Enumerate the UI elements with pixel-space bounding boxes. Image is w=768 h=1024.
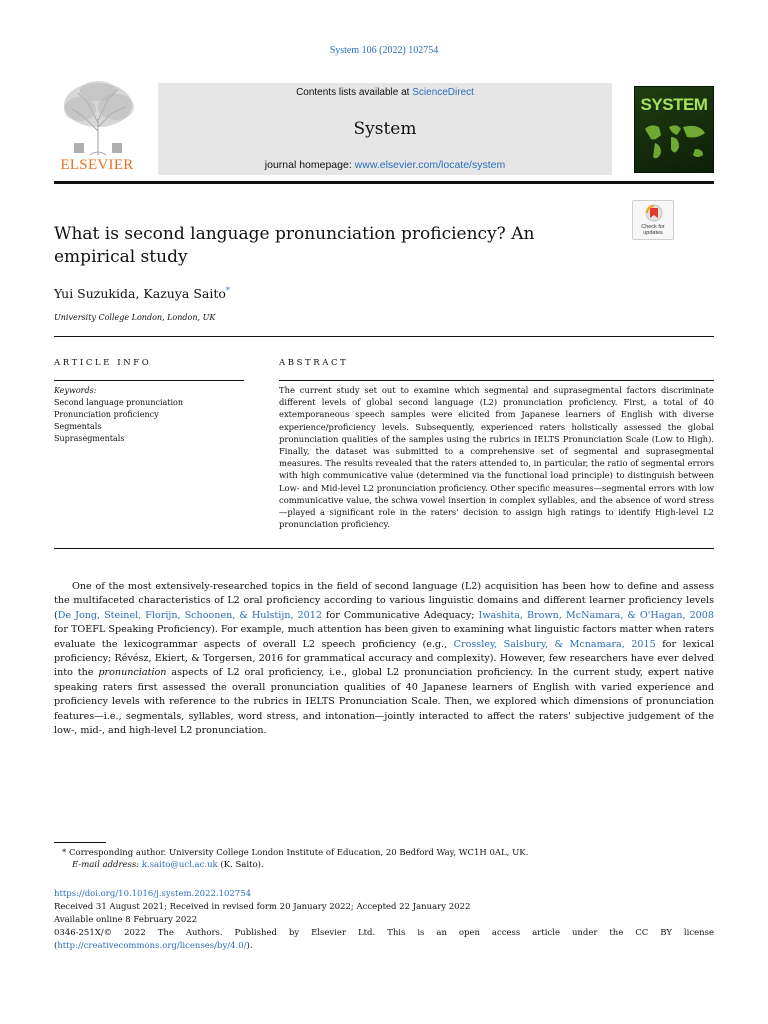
keyword-item: Segmentals <box>54 422 102 431</box>
citation-link[interactable]: Crossley, Salsbury, & Mcnamara, 2015 <box>453 638 656 650</box>
license-line: 0346-251X/© 2022 The Authors. Published by Elsevier Ltd. This is an open access article under the CC BY license <box>54 928 714 938</box>
license-link[interactable]: http://creativecommons.org/licenses/by/4.0/ <box>57 941 247 951</box>
abstract-heading: ABSTRACT <box>279 358 349 368</box>
article-info-heading: ARTICLE INFO <box>54 358 152 368</box>
homepage-line <box>158 159 612 171</box>
journal-name: System <box>353 119 417 139</box>
license-paren: ). <box>246 941 253 951</box>
header-rule <box>54 181 714 184</box>
citation-link[interactable]: Iwashita, Brown, McNamara, & O'Hagan, 2008 <box>478 609 714 621</box>
email-footnote <box>72 859 264 871</box>
crossmark-label <box>633 224 673 236</box>
cover-title: SYSTEM <box>640 95 708 114</box>
citation-link[interactable]: De Jong, Steinel, Florijn, Schoonen, & Hulstijn, 2012 <box>57 609 322 621</box>
journal-banner <box>158 83 612 175</box>
elsevier-logo[interactable] <box>54 79 144 175</box>
keywords-label: Keywords: <box>54 386 97 395</box>
license-url-line <box>54 940 253 952</box>
footnote-text: Corresponding author. University College London Institute of Education, 20 Bedford Way, WC1H 0AL, UK. <box>66 848 529 858</box>
email-label: E-mail address: <box>72 860 140 870</box>
available-online: Available online 8 February 2022 <box>54 915 198 925</box>
body-paragraph <box>54 580 714 738</box>
authors-names: Yui Suzukida, Kazuya Saito <box>54 286 226 302</box>
keyword-item: Second language pronunciation <box>54 398 184 407</box>
abstract-end-rule <box>54 548 714 549</box>
body-text-run: for Communicative Adequacy; <box>321 609 479 621</box>
check-for-updates-button[interactable] <box>632 200 674 240</box>
journal-cover[interactable] <box>634 86 714 173</box>
article-title: What is second language pronunciation proficiency? An empirical study <box>54 224 535 267</box>
journal-citation[interactable]: System 106 (2022) 102754 <box>329 45 439 56</box>
homepage-prefix: journal homepage: <box>264 159 355 171</box>
body-text-run: for TOEFL Speaking Proficiency). For example, much attention has been given to examining what linguistic factors matter when raters evaluate the lexicogrammar aspects of overall L2 speech proficiency (e.g., <box>54 624 714 650</box>
body-text-run: aspects of L2 oral proficiency, i.e., global L2 pronunciation proficiency. In the current study, expert native speaking raters first assessed the overall pronunciation qualities of 40 Japanese learners of English with varied experience and proficiency levels with reference to the rubrics in IELTS Pronunciation Scale. Then, we explored which dimensions of pronunciation features—i.e., segmentals, syllables, word stress, and intonation—jointly interacted to affect the raters' subjective judgement of the low-, mid-, and high-level L2 pronunciation. <box>54 667 714 737</box>
article-info-rule <box>54 380 244 381</box>
email-suffix: (K. Saito). <box>217 860 264 870</box>
publisher-name: ELSEVIER <box>60 157 134 173</box>
crossmark-label-line1: Check for <box>641 224 665 230</box>
doi-link[interactable]: https://doi.org/10.1016/j.system.2022.102754 <box>54 889 252 899</box>
crossmark-label-line2: updates <box>643 230 663 236</box>
abstract-text: The current study set out to examine which segmental and suprasegmental factors discriminate different levels of global second language (L2) pronunciation proficiency. First, a total of 40 extemporaneous speech samples were elicited from Japanese learners of English with diverse experience/proficiency levels. Subsequently, experienced raters holistically assessed the global pronunciation qualities of the samples using the rubrics in IELTS Pronunciation Scale (Low to High). Finally, the dataset was submitted to a comprehensive set of segmental and suprasegmental measures. The results revealed that the raters attended to, in particular, the ratio of segmental errors with high communicative value (determined via the functional load principle) to distinguish between Low- and Mid-level L2 pronunciation proficiency. Other specific measures—segmental errors with low communicative value, the schwa vowel insertion in complex syllables, and the absence of word stress—played a significant role in the raters' decision to assign high ratings to identify High-level L2 pronunciation proficiency. <box>279 385 714 530</box>
corresponding-author-footnote <box>62 847 528 859</box>
keywords-block <box>54 385 244 445</box>
body-text-run: One of the most extensively-researched topics in the field of second language (L2) acquisition has been how to define and assess the multifaceted characteristics of L2 oral proficiency according to various linguistic domains and different learner proficiency levels ( <box>54 581 714 621</box>
masthead <box>54 79 714 177</box>
keyword-item: Pronunciation proficiency <box>54 410 159 419</box>
article-history: Received 31 August 2021; Received in revised form 20 January 2022; Accepted 22 January 2022 <box>54 902 471 912</box>
elsevier-tree-icon <box>54 79 144 157</box>
abstract-rule <box>279 380 714 381</box>
body-text-run: for lexical proficiency; Révész, Ekiert, & Torgersen, 2016 for grammatical accuracy and complexity). However, few researchers have ever delved into the <box>54 638 714 679</box>
contents-line <box>158 87 612 98</box>
world-map-icon <box>641 119 709 165</box>
license-paren: ( <box>54 941 58 951</box>
footnote-marker: * <box>62 848 67 858</box>
keyword-item: Suprasegmentals <box>54 434 125 443</box>
corresponding-author-marker[interactable]: * <box>225 286 230 295</box>
sciencedirect-link[interactable]: ScienceDirect <box>412 87 474 98</box>
author-list <box>54 286 230 301</box>
footnote-rule <box>54 842 106 843</box>
emphasized-term: pronunciation <box>98 667 167 679</box>
section-rule <box>54 336 714 337</box>
crossmark-icon <box>633 201 675 225</box>
affiliation: University College London, London, UK <box>54 313 216 322</box>
contents-prefix: Contents lists available at <box>296 87 413 98</box>
email-link[interactable]: k.saito@ucl.ac.uk <box>141 860 218 870</box>
journal-homepage-link[interactable]: www.elsevier.com/locate/system <box>354 159 506 171</box>
